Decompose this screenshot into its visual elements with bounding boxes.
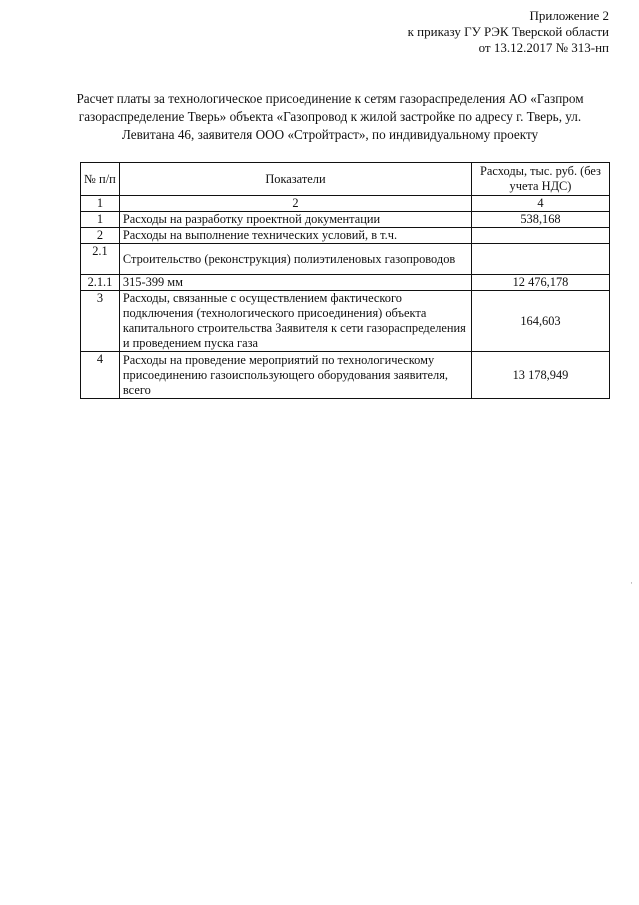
row-indicator: Расходы на разработку проектной документации [119,212,471,228]
header-num: № п/п [81,163,120,196]
row-num: 2.1 [81,244,120,275]
table-row [81,212,610,228]
scan-edge-mark: · [630,578,633,588]
table-row [81,244,610,275]
title-line-3: Левитана 46, заявителя ООО «Стройтраст», по индивидуальному проекту [121,127,539,142]
calculation-table [80,162,610,399]
header-indicators: Показатели [119,163,471,196]
document-title [60,90,600,144]
row-num: 4 [81,352,120,399]
row-num: 1 [81,212,120,228]
row-value [472,244,610,275]
row-value: 12 476,178 [472,275,610,291]
row-indicator: Расходы, связанные с осуществлением фактического подключения (технологического присоединения) объекта капитального строительства Заявителя к сети газораспределения и проведением пуска газа [119,291,471,352]
title-line-2: газораспределение Тверь» объекта «Газопровод к жилой застройке по адресу г. Тверь, ул. [78,109,582,124]
table-header-row [81,163,610,196]
table-row [81,228,610,244]
appendix-title: Приложение 2 [529,8,609,23]
row-value: 164,603 [472,291,610,352]
header-costs: Расходы, тыс. руб. (без учета НДС) [472,163,610,196]
index-cell-3: 4 [472,196,610,212]
row-value [472,228,610,244]
row-num: 2.1.1 [81,275,120,291]
row-indicator: Строительство (реконструкция) полиэтиленовых газопроводов [119,244,471,275]
row-indicator: Расходы на проведение мероприятий по технологическому присоединению газоиспользующего оборудования заявителя, всего [119,352,471,399]
table-row [81,275,610,291]
row-value: 13 178,949 [472,352,610,399]
appendix-order-ref: к приказу ГУ РЭК Тверской области [407,24,609,39]
row-num: 2 [81,228,120,244]
appendix-order-date: от 13.12.2017 № 313-нп [478,40,609,55]
row-indicator: Расходы на выполнение технических условий, в т.ч. [119,228,471,244]
row-num: 3 [81,291,120,352]
table-row [81,352,610,399]
row-value: 538,168 [472,212,610,228]
table-row [81,291,610,352]
index-cell-1: 1 [81,196,120,212]
index-cell-2: 2 [119,196,471,212]
table-index-row [81,196,610,212]
row-indicator: 315-399 мм [119,275,471,291]
title-line-1: Расчет платы за технологическое присоединение к сетям газораспределения АО «Газпром [76,91,584,106]
appendix-header [249,8,609,56]
